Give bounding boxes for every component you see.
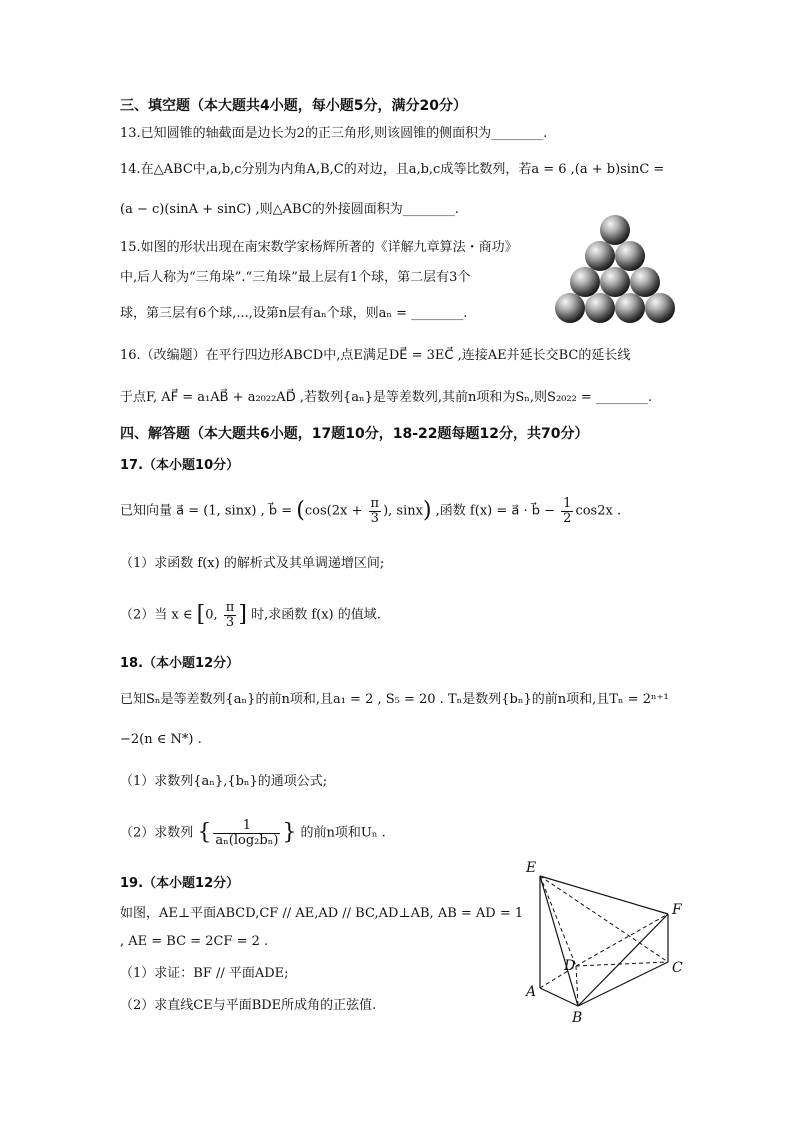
q18-p2-b: 的前n项和Uₙ .	[300, 825, 386, 841]
question-13: 13.已知圆锥的轴截面是边长为2的正三角形,则该圆锥的侧面积为________.	[120, 126, 548, 141]
sphere	[585, 241, 615, 271]
question-17-title: 17.（本小题10分）	[120, 458, 240, 473]
question-18-stem2: −2(n ∈ N*) .	[120, 732, 202, 747]
q17-stem-a: 已知向量 a⃗ = (1, sinx) , b⃗ =	[120, 503, 293, 519]
sphere	[630, 267, 660, 297]
section-heading-fill-in: 三、填空题（本大题共4小题，每小题5分，满分20分）	[120, 98, 467, 114]
pi-over-3	[369, 497, 382, 526]
question-17-part1: （1）求函数 f(x) 的解析式及其单调递增区间;	[120, 556, 385, 571]
question-18-part2	[120, 816, 386, 851]
question-14-line1: 14.在△ABC中,a,b,c分别为内角A,B,C的对边，且a,b,c成等比数列，若a = 6 ,(a + b)sinC =	[120, 162, 665, 177]
q18-p2-a: （2）求数列	[120, 825, 194, 841]
paren-close: )	[422, 498, 432, 523]
question-19-part2: （2）求直线CE与平面BDE所成角的正弦值.	[120, 998, 377, 1013]
sphere	[615, 241, 645, 271]
question-15-line2: 中,后人称为“三角垛”.“三角垛”最上层有1个球，第二层有3个	[120, 270, 471, 285]
sequence-fraction	[213, 819, 280, 848]
sphere	[555, 293, 585, 323]
pi-over-3	[224, 601, 237, 630]
triangular-pile-image	[545, 212, 685, 334]
frac-den: 3	[225, 614, 235, 630]
sphere	[570, 267, 600, 297]
bracket-close: ]	[238, 602, 247, 627]
section-heading-answers: 四、解答题（本大题共6小题，17题10分，18-22题每题12分，共70分）	[120, 426, 589, 442]
one-half	[561, 497, 573, 526]
label-A: A	[526, 984, 537, 1000]
sphere	[600, 215, 630, 245]
frac-num: π	[225, 599, 235, 615]
paren-open: (	[296, 498, 305, 523]
brace-open: {	[197, 820, 212, 845]
question-16-line2: 于点F, AF⃗ = a₁AB⃗ + a₂₀₂₂AD⃗ ,若数列{aₙ}是等差数列,其前n项和为Sₙ,则S₂₀₂₂ = ________.	[120, 390, 653, 405]
frac-den: 2	[563, 510, 572, 526]
q17-p2-b: 0,	[205, 607, 218, 623]
sphere	[600, 267, 630, 297]
q17-stem-c: ), sinx	[383, 503, 423, 519]
q17-stem-b: cos(2x +	[304, 503, 363, 519]
frac-den: aₙ(log₂bₙ)	[215, 832, 279, 848]
label-C: C	[672, 960, 683, 976]
q17-stem-e: cos2x .	[575, 503, 622, 519]
question-18-stem1: 已知Sₙ是等差数列{aₙ}的前n项和,且a₁ = 2 , S₅ = 20 . Tₙ是数列{bₙ}的前n项和,且Tₙ = 2ⁿ⁺¹	[120, 692, 669, 707]
question-14-line2: (a − c)(sinA + sinC) ,则△ABC的外接圆面积为________.	[120, 202, 459, 217]
sphere	[645, 293, 675, 323]
question-18-title: 18.（本小题12分）	[120, 656, 240, 671]
label-F: F	[672, 902, 682, 918]
question-17-stem	[120, 496, 621, 527]
sphere	[615, 293, 645, 323]
label-B: B	[572, 1010, 583, 1026]
question-18-part1: （1）求数列{aₙ},{bₙ}的通项公式;	[120, 774, 328, 789]
question-17-part2	[120, 600, 381, 631]
solid-geometry-figure	[520, 856, 690, 1026]
frac-num: 1	[213, 819, 280, 834]
frac-num: 1	[563, 495, 572, 511]
question-16-line1: 16.（改编题）在平行四边形ABCD中,点E满足DE⃗ = 3EC⃗ ,连接AE并延长交BC的延长线	[120, 348, 631, 363]
q17-p2-c: 时,求函数 f(x) 的值域.	[251, 607, 381, 623]
brace-close: }	[282, 820, 297, 845]
question-19-stem1: 如图，AE⊥平面ABCD,CF // AE,AD // BC,AD⊥AB, AB = AD = 1	[120, 906, 524, 921]
frac-num: π	[370, 495, 380, 511]
sphere	[585, 293, 615, 323]
question-19-part1: （1）求证：BF // 平面ADE;	[120, 966, 289, 981]
q17-stem-d: ,函数 f(x) = a⃗ · b⃗ −	[435, 503, 556, 519]
label-E: E	[526, 860, 537, 876]
question-19-stem2: , AE = BC = 2CF = 2 .	[120, 934, 269, 949]
frac-den: 3	[370, 510, 379, 526]
question-19-title: 19.（本小题12分）	[120, 876, 240, 891]
q17-p2-a: （2）当 x ∈	[120, 607, 193, 623]
bracket-open: [	[196, 602, 206, 627]
question-15-line1: 15.如图的形状出现在南宋数学家杨辉所著的《详解九章算法・商功》	[120, 240, 518, 255]
question-15-line3: 球，第三层有6个球,...,设第n层有aₙ个球，则aₙ = ________.	[120, 306, 468, 321]
label-D: D	[564, 958, 576, 974]
